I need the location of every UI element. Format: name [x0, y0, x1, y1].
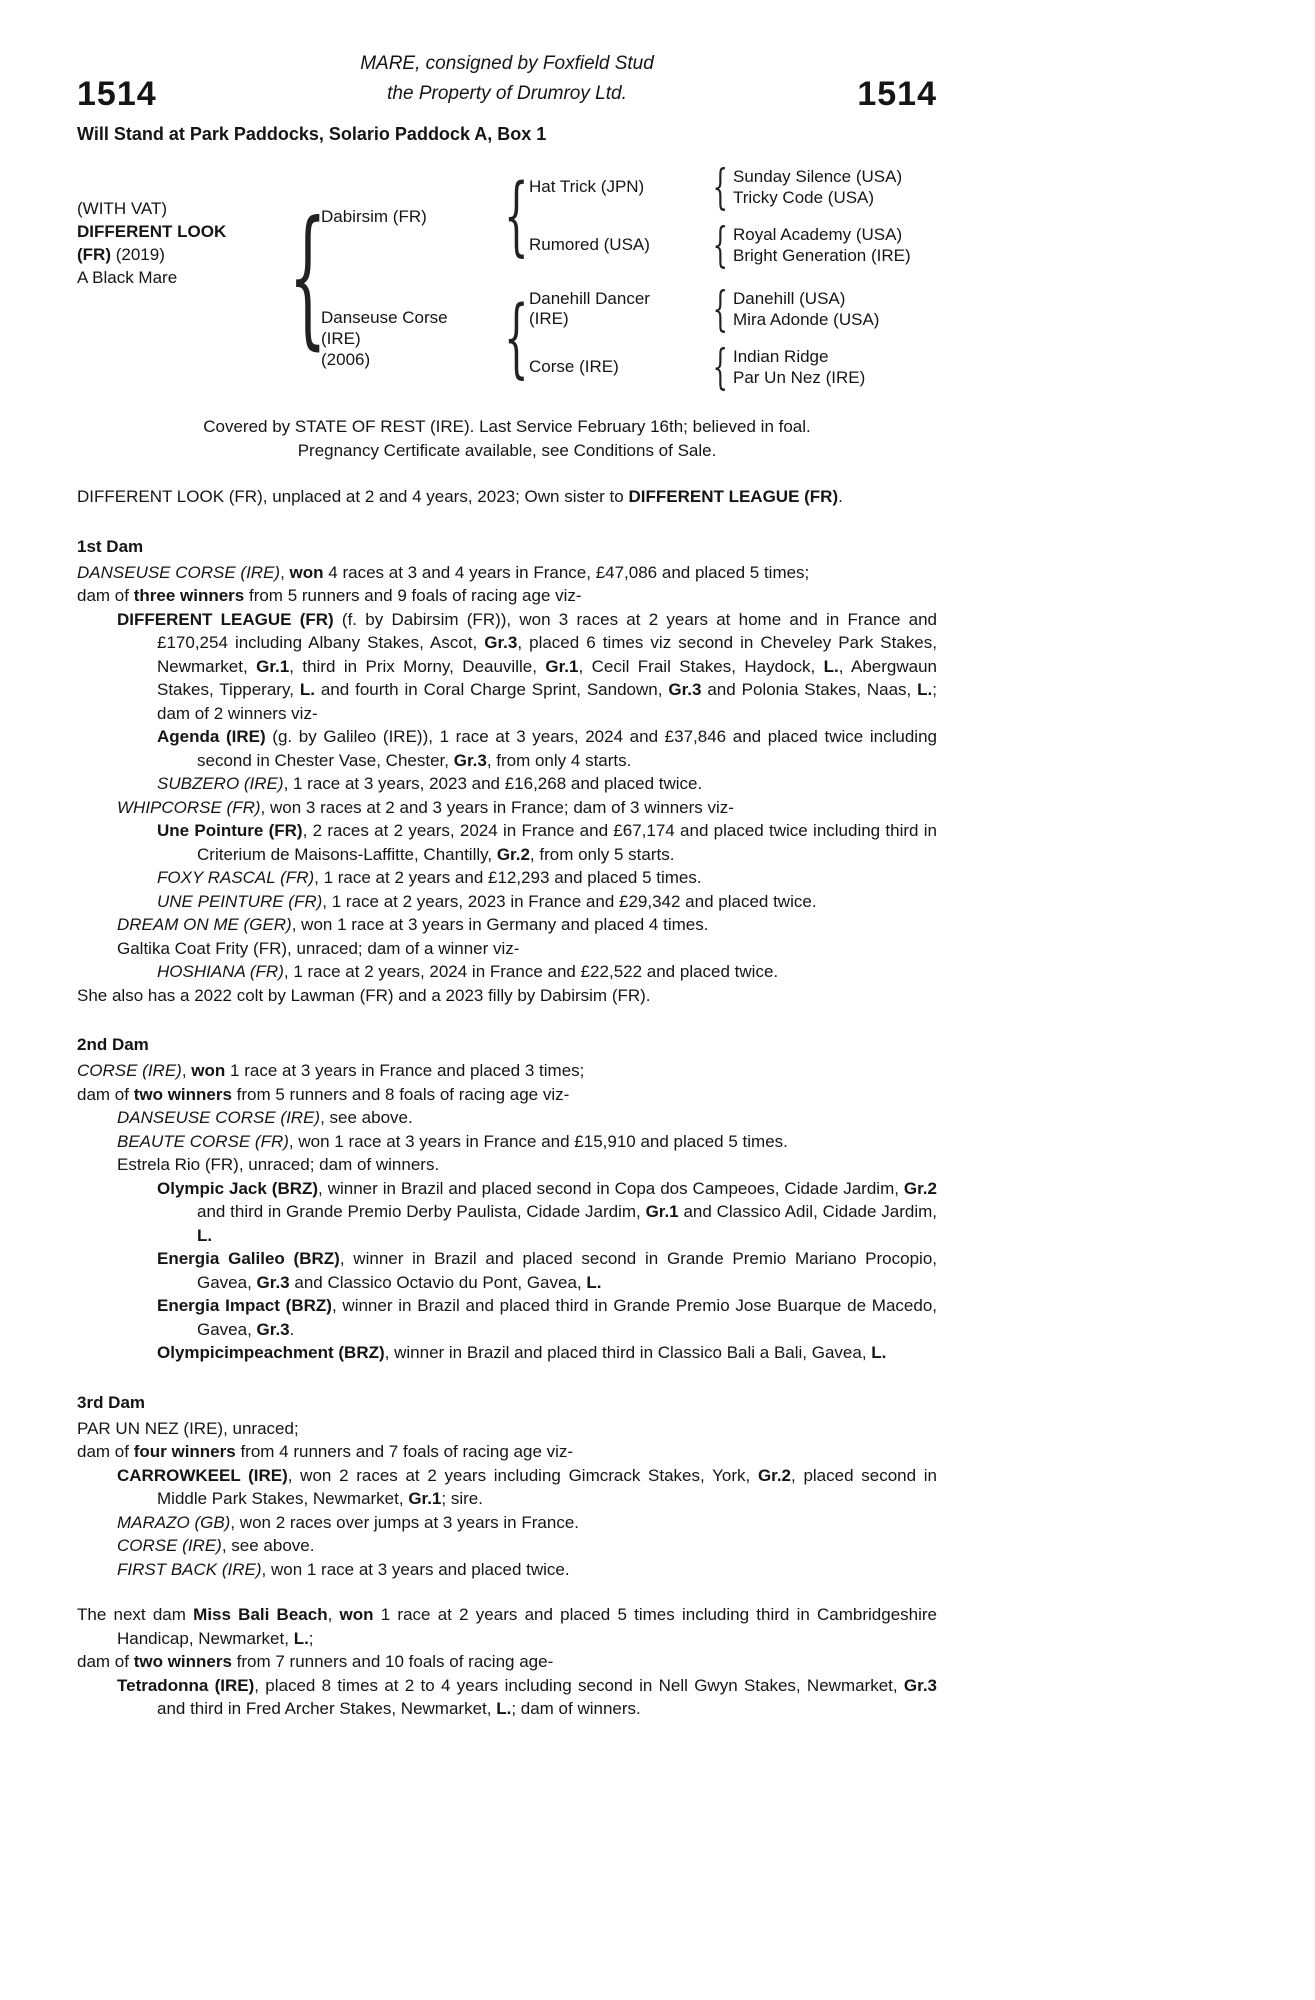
catalogue-paragraph — [77, 1083, 937, 1107]
text-segment: MARAZO (GB) — [117, 1512, 231, 1532]
dam-name: Danseuse Corse (IRE) (2006) — [321, 307, 448, 369]
text-segment: Gr.3 — [668, 680, 702, 699]
text-segment: Galtika Coat Frity (FR), unraced; dam of a winner viz- — [117, 938, 520, 958]
text-segment: four winners — [133, 1442, 236, 1461]
text-segment: Gr.2 — [496, 844, 530, 864]
text-segment: L. — [299, 680, 315, 699]
text-segment: DANSEUSE CORSE (IRE) — [77, 562, 281, 582]
text-segment: , 1 race at 2 years, 2024 in France and £22,522 and placed twice. — [283, 962, 779, 981]
grandsire-name: Hat Trick (JPN) — [529, 177, 645, 196]
granddam-name: Rumored (USA) — [529, 235, 650, 254]
text-segment: from 5 runners and 8 foals of racing age viz- — [231, 1084, 570, 1104]
text-segment: Gr.1 — [545, 656, 579, 676]
catalogue-paragraph — [77, 1603, 937, 1650]
great-grandsire-name: Sunday Silence (USA) — [733, 167, 903, 186]
text-segment: ; dam of 2 winners viz- — [157, 680, 937, 723]
text-segment: and third in Fred Archer Stakes, Newmarket, — [157, 1699, 497, 1718]
text-segment: dam of — [77, 1084, 134, 1104]
text-segment: Gr.1 — [408, 1489, 442, 1508]
text-segment: , — [327, 1605, 340, 1624]
text-segment: won — [289, 562, 324, 582]
covering-statement — [77, 415, 937, 463]
text-segment: , see above. — [221, 1536, 315, 1555]
text-segment: , from only 5 starts. — [529, 844, 675, 864]
great-granddam-name: Tricky Code (USA) — [733, 188, 875, 207]
catalogue-paragraph — [77, 1417, 937, 1441]
text-segment: three winners — [133, 586, 245, 605]
horse-info — [77, 155, 295, 399]
text-segment: , Abergwaun Stakes, Tipperary, — [157, 656, 937, 699]
text-segment: She also has a 2022 colt by Lawman (FR) and a 2023 filly by Dabirsim (FR). — [77, 985, 651, 1005]
catalogue-paragraph — [77, 913, 937, 937]
text-segment: CORSE (IRE) — [117, 1536, 222, 1555]
text-segment: , placed second in Middle Park Stakes, Newmarket, — [157, 1465, 937, 1508]
dam-heading: 1st Dam — [77, 536, 144, 556]
text-segment: Estrela Rio (FR), unraced; dam of winners. — [117, 1155, 440, 1174]
text-segment: , 1 race at 2 years and £12,293 and placed 5 times. — [314, 868, 702, 887]
dam-heading: 3rd Dam — [77, 1392, 146, 1412]
text-segment: Gr.2 — [757, 1465, 792, 1485]
text-segment: , placed 6 times viz second in Cheveley Park Stakes, Newmarket, — [157, 633, 937, 676]
text-segment: The next dam — [77, 1605, 194, 1624]
text-segment: Olympic Jack (BRZ) — [157, 1178, 319, 1198]
text-segment: Une Pointure (FR) — [157, 821, 303, 840]
property-line: the Property of Drumroy Ltd. — [387, 83, 627, 104]
text-segment: 1 race at 2 years and placed 5 times including third in Cambridgeshire Handicap, Newmarket, — [117, 1605, 938, 1648]
text-segment: DIFFERENT LEAGUE (FR) — [628, 487, 839, 506]
dam-heading: 2nd Dam — [77, 1035, 149, 1054]
catalogue-paragraph — [77, 1511, 937, 1535]
text-segment: won — [339, 1605, 374, 1624]
text-segment: L. — [917, 680, 933, 699]
catalogue-paragraph — [77, 1341, 937, 1365]
text-segment: , see above. — [320, 1108, 413, 1127]
catalogue-paragraph — [77, 1674, 937, 1721]
text-segment: won — [191, 1061, 226, 1080]
text-segment: , won 2 races over jumps at 3 years in France. — [230, 1512, 579, 1532]
catalogue-paragraph — [77, 1534, 937, 1558]
great-grandsire-name: Royal Academy (USA) — [733, 225, 903, 244]
text-segment: , winner in Brazil and placed second in Grande Premio Mariano Procopio, Gavea, — [197, 1249, 938, 1292]
pedigree-table — [77, 155, 937, 399]
text-segment: CORSE (IRE) — [77, 1061, 182, 1080]
text-segment: FOXY RASCAL (FR) — [157, 868, 315, 887]
grandsire-row — [529, 281, 879, 337]
text-segment: Tetradonna (IRE) — [117, 1675, 255, 1695]
grandsire-name: Danehill Dancer (IRE) — [529, 289, 650, 328]
catalogue-paragraph — [77, 866, 937, 890]
text-segment: ; sire. — [441, 1489, 483, 1508]
text-segment: , 1 race at 2 years, 2023 in France and £29,342 and placed twice. — [322, 891, 817, 911]
text-segment: FIRST BACK (IRE) — [117, 1559, 262, 1579]
catalogue-paragraph — [77, 1294, 937, 1341]
consignor-line: MARE, consigned by Foxfield Stud — [360, 53, 654, 74]
horse-suffix-year: (FR) (2019) — [77, 245, 165, 264]
catalogue-paragraph — [77, 984, 937, 1008]
covered-line: Covered by STATE OF REST (IRE). Last Service February 16th; believed in foal. — [203, 417, 811, 436]
text-segment: DIFFERENT LOOK (FR), unplaced at 2 and 4 years, 2023; Own sister to — [77, 487, 629, 506]
catalogue-paragraph — [77, 1153, 937, 1177]
lot-row — [77, 76, 937, 112]
text-segment: Gr.3 — [256, 1272, 290, 1292]
catalogue-paragraph — [77, 796, 937, 820]
text-segment: Gr.3 — [903, 1675, 938, 1695]
text-segment: L. — [871, 1343, 887, 1362]
horse-name: DIFFERENT LOOK — [77, 222, 227, 241]
text-segment: . — [289, 1319, 295, 1339]
granddam-brace: { — [712, 217, 728, 273]
text-segment: BEAUTE CORSE (FR) — [117, 1131, 289, 1151]
text-segment: Miss Bali Beach — [193, 1605, 328, 1624]
catalogue-paragraph — [77, 890, 937, 914]
text-segment: L. — [496, 1699, 512, 1718]
text-segment: Gr.3 — [453, 750, 487, 770]
great-granddam-name: Bright Generation (IRE) — [733, 246, 911, 265]
text-segment: Gr.1 — [645, 1202, 679, 1221]
granddam-row — [529, 217, 911, 273]
text-segment: Energia Galileo (BRZ) — [157, 1249, 340, 1268]
catalogue-paragraph — [77, 608, 937, 726]
text-segment: PAR UN NEZ (IRE), unraced; — [77, 1418, 299, 1438]
catalogue-text — [77, 485, 937, 1721]
great-grandsire-name: Danehill (USA) — [733, 289, 846, 308]
text-segment: and fourth in Coral Charge Sprint, Sandown, — [314, 680, 669, 699]
granddam-row — [529, 339, 879, 395]
text-segment: L. — [823, 656, 839, 676]
text-segment: , placed 8 times at 2 to 4 years including second in Nell Gwyn Stakes, Newmarket, — [254, 1675, 904, 1695]
vat-note: (WITH VAT) — [77, 199, 168, 218]
text-segment: and third in Grande Premio Derby Paulista, Cidade Jardim, — [197, 1202, 646, 1221]
text-segment: and Classico Octavio du Pont, Gavea, — [289, 1272, 587, 1292]
catalogue-paragraph — [77, 1106, 937, 1130]
text-segment: , won 1 race at 3 years and placed twice. — [261, 1559, 570, 1579]
text-segment: , — [181, 1061, 192, 1080]
stand-location-line: Will Stand at Park Paddocks, Solario Paddock A, Box 1 — [77, 124, 547, 144]
catalogue-paragraph — [77, 937, 937, 961]
text-segment: , won 3 races at 2 and 3 years in France; dam of 3 winners viz- — [260, 797, 734, 817]
catalogue-paragraph — [77, 1177, 937, 1248]
catalogue-paragraph — [77, 485, 937, 509]
text-segment: , winner in Brazil and placed third in Grande Premio Jose Buarque de Macedo, Gavea, — [197, 1296, 937, 1339]
catalogue-paragraph — [77, 1650, 937, 1674]
text-segment: , Cecil Frail Stakes, Haydock, — [578, 656, 824, 676]
granddam-name: Corse (IRE) — [529, 357, 619, 376]
text-segment: ; dam of winners. — [511, 1699, 641, 1718]
text-segment: Gr.3 — [256, 1319, 290, 1339]
text-segment: ; — [308, 1628, 314, 1648]
great-grandsire-name: Indian Ridge — [733, 347, 829, 366]
pedigree-brace-main: { — [288, 190, 328, 364]
text-segment: dam of — [77, 1652, 134, 1671]
text-segment: Olympicimpeachment (BRZ) — [157, 1343, 385, 1362]
text-segment: DANSEUSE CORSE (IRE) — [117, 1108, 321, 1127]
catalogue-paragraph — [77, 1247, 937, 1294]
catalogue-paragraph — [77, 819, 937, 866]
text-segment: dam of — [77, 586, 134, 605]
dam-half — [321, 280, 911, 396]
text-segment: SUBZERO (IRE) — [157, 774, 284, 793]
catalogue-paragraph — [77, 561, 937, 585]
text-segment: L. — [197, 1225, 213, 1245]
catalogue-paragraph — [77, 772, 937, 796]
lot-number-right: 1514 — [857, 75, 937, 113]
text-segment: Agenda (IRE) — [157, 727, 266, 746]
text-segment: dam of — [77, 1442, 134, 1461]
sire-name: Dabirsim (FR) — [321, 206, 427, 226]
catalogue-paragraph — [77, 1558, 937, 1582]
text-segment: DREAM ON ME (GER) — [117, 915, 292, 934]
text-segment: , from only 4 starts. — [486, 750, 632, 770]
text-segment: , winner in Brazil and placed second in Copa dos Campeoes, Cidade Jardim, — [318, 1178, 904, 1198]
text-segment: from 7 runners and 10 foals of racing age- — [231, 1652, 554, 1671]
catalogue-paragraph — [77, 1464, 937, 1511]
text-segment: Energia Impact (BRZ) — [157, 1296, 332, 1315]
text-segment: (g. by Galileo (IRE)), 1 race at 3 years, 2024 and £37,846 and placed twice including second in Chester Vase, Chester, — [197, 727, 937, 770]
text-segment: L. — [586, 1272, 602, 1292]
catalogue-paragraph — [77, 725, 937, 772]
text-segment: 1 race at 3 years in France and placed 3 times; — [225, 1061, 585, 1080]
text-segment: . — [838, 487, 843, 506]
text-segment: two winners — [133, 1084, 232, 1104]
text-segment: 4 races at 3 and 4 years in France, £47,086 and placed 5 times; — [323, 562, 810, 582]
text-segment: (f. by Dabirsim (FR)), won 3 races at 2 years at home and in France and £170,254 including Albany Stakes, Ascot, — [157, 609, 937, 652]
great-granddam-name: Par Un Nez (IRE) — [733, 368, 866, 387]
horse-description: A Black Mare — [77, 268, 178, 287]
text-segment: , won 1 race at 3 years in Germany and placed 4 times. — [291, 915, 709, 934]
text-segment: , 1 race at 3 years, 2023 and £16,268 and placed twice. — [283, 774, 703, 793]
catalogue-paragraph — [77, 584, 937, 608]
text-segment: two winners — [133, 1652, 232, 1671]
text-segment: L. — [293, 1628, 309, 1648]
text-segment: Gr.2 — [903, 1178, 937, 1198]
text-segment: Gr.3 — [484, 633, 518, 652]
text-segment: , won 1 race at 3 years in France and £15,910 and placed 5 times. — [288, 1131, 788, 1151]
text-segment: and Classico Adil, Cidade Jardim, — [678, 1202, 937, 1221]
text-segment: , — [280, 562, 290, 582]
dam-brace: { — [503, 288, 529, 388]
text-segment: and Polonia Stakes, Naas, — [701, 680, 918, 699]
catalogue-paragraph — [77, 1130, 937, 1154]
text-segment: , winner in Brazil and placed third in Classico Bali a Bali, Gavea, — [384, 1343, 872, 1362]
lot-number-left: 1514 — [77, 75, 157, 113]
text-segment: UNE PEINTURE (FR) — [157, 891, 323, 911]
text-segment: from 5 runners and 9 foals of racing age viz- — [244, 586, 582, 605]
catalogue-paragraph — [77, 1059, 937, 1083]
text-segment: Gr.1 — [256, 656, 290, 676]
sire-half — [321, 158, 911, 274]
text-segment: , won 2 races at 2 years including Gimcrack Stakes, York, — [287, 1465, 758, 1485]
grandsire-brace: { — [712, 281, 728, 337]
grandsire-row — [529, 159, 911, 215]
great-granddam-name: Mira Adonde (USA) — [733, 310, 880, 329]
text-segment: CARROWKEEL (IRE) — [117, 1465, 288, 1485]
pregnancy-certificate-line: Pregnancy Certificate available, see Conditions of Sale. — [297, 441, 717, 460]
text-segment: WHIPCORSE (FR) — [117, 797, 261, 817]
catalogue-paragraph — [77, 1440, 937, 1464]
text-segment: HOSHIANA (FR) — [157, 962, 284, 981]
text-segment: from 4 runners and 7 foals of racing age viz- — [235, 1442, 574, 1461]
granddam-brace: { — [712, 339, 728, 395]
pedigree-tree — [321, 155, 911, 399]
text-segment: , 2 races at 2 years, 2024 in France and £67,174 and placed twice including third in Criterium de Maisons-Laffitte, Chantilly, — [197, 821, 937, 864]
catalogue-paragraph — [77, 960, 937, 984]
grandsire-brace: { — [712, 159, 728, 215]
text-segment: DIFFERENT LEAGUE (FR) — [117, 609, 334, 629]
sire-brace: { — [503, 166, 529, 266]
text-segment: , third in Prix Morny, Deauville, — [289, 656, 546, 676]
